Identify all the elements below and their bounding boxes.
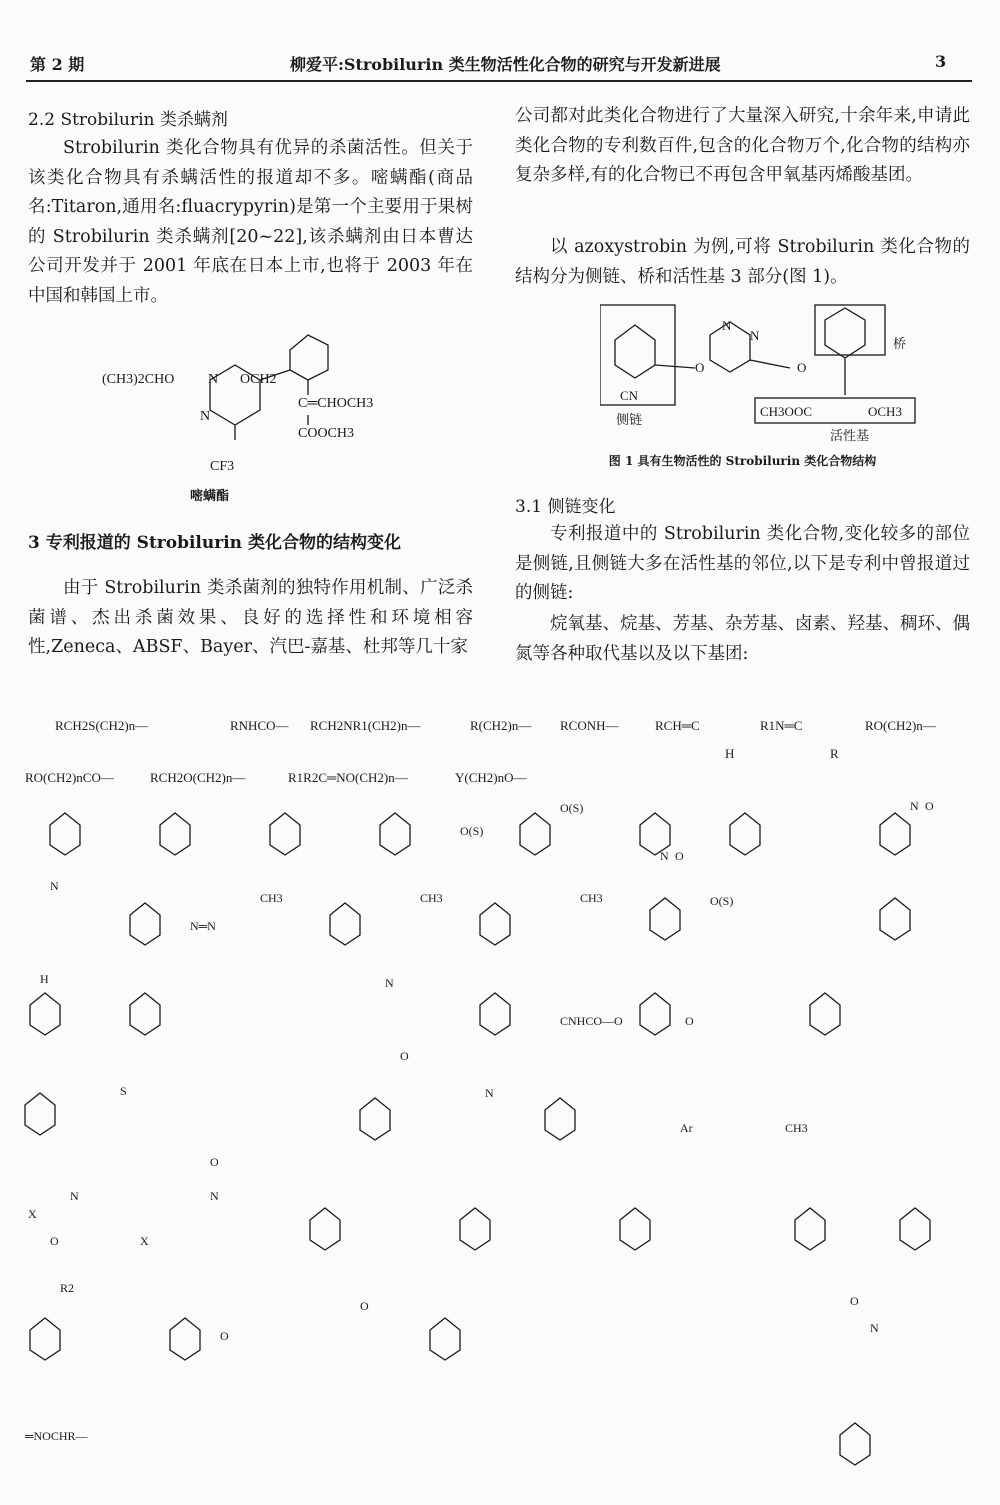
right-paragraph-2: 以 azoxystrobin 为例,可将 Strobilurin 类化合物的结构分为侧链、桥和活性基 3 部分(图 1)。	[515, 237, 970, 287]
section-3-1-heading: 3.1 侧链变化	[515, 497, 616, 517]
svg-text:N: N	[485, 1086, 494, 1100]
svg-text:CF3: CF3	[210, 459, 235, 474]
right-paragraph-4: 烷氧基、烷基、芳基、杂芳基、卤素、羟基、稠环、偶氮等各种取代基以及以下基团:	[515, 614, 970, 664]
svg-text:N: N	[910, 799, 919, 813]
svg-text:OCH3: OCH3	[868, 404, 902, 419]
svg-text:CH3: CH3	[260, 891, 283, 905]
side-chain-structures	[20, 700, 980, 1490]
svg-text:RCH2O(CH2)n—: RCH2O(CH2)n—	[150, 770, 246, 785]
svg-text:N: N	[208, 372, 219, 387]
svg-text:N: N	[722, 318, 732, 333]
svg-text:O: O	[695, 360, 705, 375]
svg-text:N: N	[385, 976, 394, 990]
right-paragraph-1: 公司都对此类化合物进行了大量深入研究,十余年来,申请此类化合物的专利数百件,包含的化合物万个,化合物的结构亦复杂多样,有的化合物已不再包含甲氧基丙烯酸基团。	[515, 106, 970, 185]
svg-text:CH3: CH3	[580, 891, 603, 905]
svg-text:N═N: N═N	[190, 919, 216, 933]
svg-text:桥: 桥	[893, 336, 907, 351]
svg-text:RCONH—: RCONH—	[560, 718, 619, 733]
svg-text:O: O	[210, 1155, 219, 1169]
svg-text:O: O	[850, 1294, 859, 1308]
svg-text:侧链: 侧链	[616, 412, 643, 427]
right-paragraph-3: 专利报道中的 Strobilurin 类化合物,变化较多的部位是侧链,且侧链大多在活性基的邻位,以下是专利中曾报道过的侧链:	[515, 524, 970, 603]
page-number: 3	[935, 52, 947, 71]
figure-1-caption: 图 1 具有生物活性的 Strobilurin 类化合物结构	[608, 454, 877, 468]
svg-text:CH3: CH3	[785, 1121, 808, 1135]
svg-text:RNHCO—: RNHCO—	[230, 718, 289, 733]
svg-text:COOCH3: COOCH3	[298, 426, 355, 441]
svg-text:R1R2C═NO(CH2)n—: R1R2C═NO(CH2)n—	[288, 770, 408, 785]
running-title: 柳爱平:Strobilurin 类生物活性化合物的研究与开发新进展	[290, 55, 721, 74]
svg-text:O: O	[50, 1234, 59, 1248]
svg-text:CH3OOC: CH3OOC	[760, 404, 813, 419]
svg-text:N: N	[200, 409, 211, 424]
svg-text:X: X	[28, 1207, 37, 1221]
svg-text:X: X	[140, 1234, 149, 1248]
svg-text:R(CH2)n—: R(CH2)n—	[470, 718, 532, 733]
svg-text:活性基: 活性基	[830, 428, 870, 443]
svg-text:N: N	[660, 849, 669, 863]
left-paragraph-2: 由于 Strobilurin 类杀菌剂的独特作用机制、广泛杀菌谱、杰出杀菌效果、良好的选择性和环境相容性,Zeneca、ABSF、Bayer、汽巴-嘉基、杜邦等几十家	[28, 578, 473, 657]
svg-text:O: O	[925, 799, 934, 813]
svg-text:O: O	[685, 1014, 694, 1028]
svg-text:N: N	[210, 1189, 219, 1203]
svg-text:H: H	[40, 972, 49, 986]
svg-text:O(S): O(S)	[560, 801, 584, 815]
svg-text:O(S): O(S)	[460, 824, 484, 838]
svg-text:RCH═C: RCH═C	[655, 718, 700, 733]
svg-text:(CH3)2CHO: (CH3)2CHO	[102, 372, 175, 387]
svg-text:Ar: Ar	[680, 1121, 693, 1135]
svg-text:RCH2S(CH2)n—: RCH2S(CH2)n—	[55, 718, 149, 733]
svg-text:O(S): O(S)	[710, 894, 734, 908]
svg-text:O: O	[400, 1049, 409, 1063]
svg-text:RO(CH2)n—: RO(CH2)n—	[865, 718, 936, 733]
section-3-heading: 3 专利报道的 Strobilurin 类化合物的结构变化	[28, 533, 401, 553]
section-2-2-heading: 2.2 Strobilurin 类杀螨剂	[28, 110, 228, 130]
svg-text:Y(CH2)nO—: Y(CH2)nO—	[455, 770, 527, 785]
svg-text:R1N═C: R1N═C	[760, 718, 803, 733]
svg-text:O: O	[220, 1329, 229, 1343]
svg-text:CN: CN	[620, 388, 639, 403]
svg-text:RO(CH2)nCO—: RO(CH2)nCO—	[25, 770, 114, 785]
svg-text:C═CHOCH3: C═CHOCH3	[298, 396, 374, 411]
svg-text:O: O	[675, 849, 684, 863]
svg-text:O: O	[360, 1299, 369, 1313]
svg-text:R2: R2	[60, 1281, 75, 1295]
svg-text:OCH2: OCH2	[240, 372, 277, 387]
left-paragraph-1: Strobilurin 类化合物具有优异的杀菌活性。但关于该类化合物具有杀螨活性的报道却不多。嘧螨酯(商品名:Titaron,通用名:fluacrypyrin)是第一个主要用于果树的 Strobilurin 类杀螨剂[20~22],该杀螨剂由日本曹达公司开发并于 2001 年底在日本上市,也将于 2003 年在中国和韩国上市。	[28, 138, 473, 306]
svg-text:H: H	[725, 746, 735, 761]
svg-text:N: N	[750, 328, 760, 343]
svg-text:R: R	[830, 746, 839, 761]
figure-1-structure	[600, 300, 930, 445]
issue-number: 第 2 期	[30, 55, 85, 74]
svg-text:N: N	[870, 1321, 879, 1335]
fluacrypyrin-structure	[90, 325, 420, 510]
svg-text:CNHCO—O: CNHCO—O	[560, 1014, 623, 1028]
svg-text:S: S	[120, 1084, 127, 1098]
svg-text:N: N	[70, 1189, 79, 1203]
svg-text:N: N	[50, 879, 59, 893]
svg-text:RCH2NR1(CH2)n—: RCH2NR1(CH2)n—	[310, 718, 421, 733]
header-rule	[26, 80, 972, 82]
compound-name: 嘧螨酯	[190, 488, 230, 503]
svg-text:═NOCHR—: ═NOCHR—	[25, 1429, 88, 1443]
svg-text:CH3: CH3	[420, 891, 443, 905]
svg-text:O: O	[797, 360, 807, 375]
